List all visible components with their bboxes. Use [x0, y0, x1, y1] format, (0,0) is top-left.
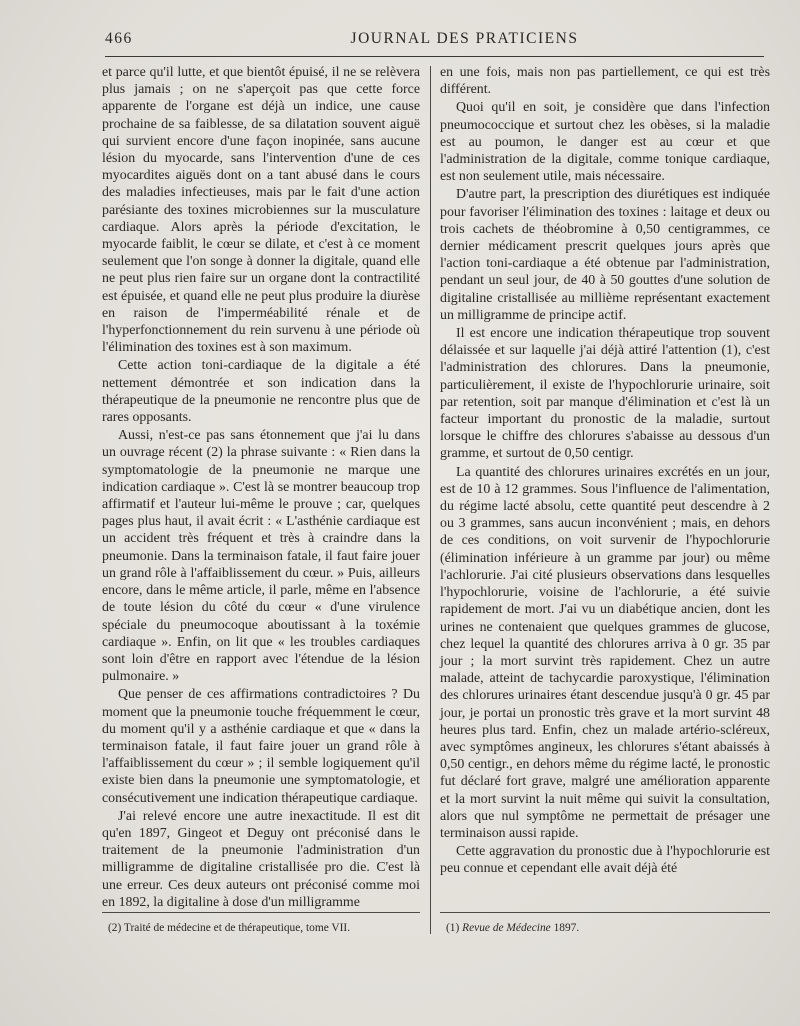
- right-paragraph: en une fois, mais non pas partiellement, ce qui est très différent.: [440, 65, 770, 98]
- left-paragraph: Aussi, n'est-ce pas sans étonnement que j'ai lu dans un ouvrage récent (2) la phrase suivante : « Rien dans la symptomatologie de la pneumonie ne marque une indication cardiaque ». C'est là se montrer beaucoup trop affirmatif et l'auteur lui-même le prouve ; car, quelques pages plus haut, il avait écrit : « L'asthénie cardiaque est un accident très fréquent et très à craindre dans la pneumonie. Dans la terminaison fatale, il faut faire jouer un grand rôle à l'affaiblissement du cœur. » Puis, ailleurs encore, dans le même article, il parle, même en l'absence de toute lésion du côté du cœur « d'une virulence spéciale du pneumocoque aboutissant à la toxémie cardiaque ». Enfin, on lit que « les troubles cardiaques sont loin d'être en rapport avec l'étendue de la lésion pulmonaire. »: [102, 428, 420, 685]
- right-paragraph: Quoi qu'il en soit, je considère que dans l'infection pneumococcique et surtout chez les obèses, si la maladie est au poumon, le danger est au cœur et que l'administration de la digitale, comme tonique cardiaque, est non seulement utile, mais nécessaire.: [440, 100, 770, 185]
- footnote-left: (2) Traité de médecine et de thérapeutique, tome VII.: [108, 922, 351, 934]
- left-paragraph: Cette action toni-cardiaque de la digitale a été nettement démontrée et son indication dans la thérapeutique de la pneumonie ne rencontre plus que de rares opposants.: [102, 358, 420, 426]
- right-column: [440, 64, 770, 878]
- journal-title: JOURNAL DES PRATICIENS: [350, 30, 579, 47]
- left-paragraph: Que penser de ces affirmations contradictoires ? Du moment que la pneumonie touche fréquemment le cœur, du moment qu'il y a asthénie cardiaque et que « dans la terminaison fatale, il faut faire jouer un grand rôle à l'affaiblissement du cœur » ; il semble logiquement qu'il existe bien dans la pneumonie une symptomatologie, et consécutivement une indication thérapeutique cardiaque.: [102, 687, 420, 806]
- footnote-right: [446, 922, 579, 934]
- left-paragraph: et parce qu'il lutte, et que bientôt épuisé, il ne se relèvera plus jamais ; on ne s'aperçoit pas que cette force apparente de l'organe est déjà un indice, une cause prochaine de sa faiblesse, de sa dilatation souvent aiguë qui survient encore d'une façon inopinée, sans aucune lésion du myocarde, sans l'intervention d'une de ces myocardites aiguës dont on a tant abusé dans le cours des maladies infectieuses, mais par le fait d'une action parésiante des toxines microbiennes sur la musculature cardiaque. Alors après la période d'excitation, le myocarde faiblit, le cœur se dilate, et c'est à ce moment seulement que l'on songe à donner la digitale, quand elle ne peut plus rien faire sur un organe dont la contractilité est épuisée, et quand elle ne peut plus produire la diurèse en raison de l'imperméabilité rénale et de l'hyperfonctionnement du rein survenu à une période où l'élimination des toxines est à son maximum.: [102, 65, 420, 356]
- footnote-source: Revue de Médecine: [462, 922, 551, 934]
- page-number: 466: [105, 30, 133, 47]
- column-divider: [430, 66, 431, 934]
- right-paragraph: Il est encore une indication thérapeutique trop souvent délaissée et sur laquelle j'ai déjà attiré l'attention (1), c'est l'administration des chlorures. Dans la pneumonie, particulièrement, il existe de l'hypochlorurie urinaire, soit par retention, soit par manque d'élimination et c'est là un facteur important du pronostic de la maladie, surtout lorsque le chiffre des chlorures s'abaisse au dessous d'un gramme, et surtout de 0,50 centigr.: [440, 326, 770, 462]
- footnote-rule-left: [102, 912, 420, 913]
- page-header: [105, 30, 764, 50]
- header-rule: [105, 56, 764, 57]
- footnote-year: 1897.: [553, 922, 580, 934]
- left-column: [102, 64, 420, 911]
- footnote-number: (1): [446, 922, 460, 934]
- right-paragraph: D'autre part, la prescription des diurétiques est indiquée pour favoriser l'élimination des toxines : laitage et deux ou trois cachets de théobromine à 0,50 centigrammes, ce dernier médicament prescrit quelques jours après que l'action toni-cardiaque a été obtenue par l'administration, pendant un seul jour, de 40 à 50 gouttes d'une solution de digitaline cristallisée au millième représentant exactement un milligramme de principe actif.: [440, 187, 770, 323]
- left-paragraph: J'ai relevé encore une autre inexactitude. Il est dit qu'en 1897, Gingeot et Deguy ont préconisé dans le traitement de la pneumonie l'administration d'un milligramme de digitaline cristallisée pro die. C'est là une erreur. Ces deux auteurs ont préconisé comme moi en 1892, la digitaline à dose d'un milligramme: [102, 808, 420, 910]
- right-paragraph: Cette aggravation du pronostic due à l'hypochlorurie est peu connue et cependant elle avait déjà été: [440, 844, 770, 877]
- right-paragraph: La quantité des chlorures urinaires excrétés en un jour, est de 10 à 12 grammes. Sous l'influence de l'alimentation, du régime lacté absolu, cette quantité peut descendre à 2 ou 3 grammes, sans aucun inconvénient ; mais, en dehors de ces conditions, on voit survenir de l'hypochlorurie (élimination inférieure à un gramme par jour) ou même l'achlorurie. J'ai cité plusieurs observations dans lesquelles l'hypochlorurie, voisine de l'achlorurie, a été suivie rapidement de mort. J'ai vu un diabétique ancien, dont les urines ne contenaient que quelques grammes de glucose, chez lequel la quantité des chlorures arriva à 0 gr. 35 par jour ; la mort survint très rapidement. Chez un autre malade, atteint de tachycardie paroxystique, l'élimination des chlorures urinaires étant descendue jusqu'à 0 gr. 45 par jour, je portai un pronostic très grave et la mort survint 48 heures plus tard. Enfin, chez un malade artério-scléreux, avec symptômes angineux, les chlorures s'étant abaissés à 0,50 centigr., en dehors même du régime lacté, le pronostic fut déclaré fort grave, malgré une amélioration apparente et la mort survint la nuit même qui suivit la consultation, alors que nul symptôme ne permettait de présager une terminaison aussi rapide.: [440, 464, 770, 841]
- footnote-rule-right: [440, 912, 770, 913]
